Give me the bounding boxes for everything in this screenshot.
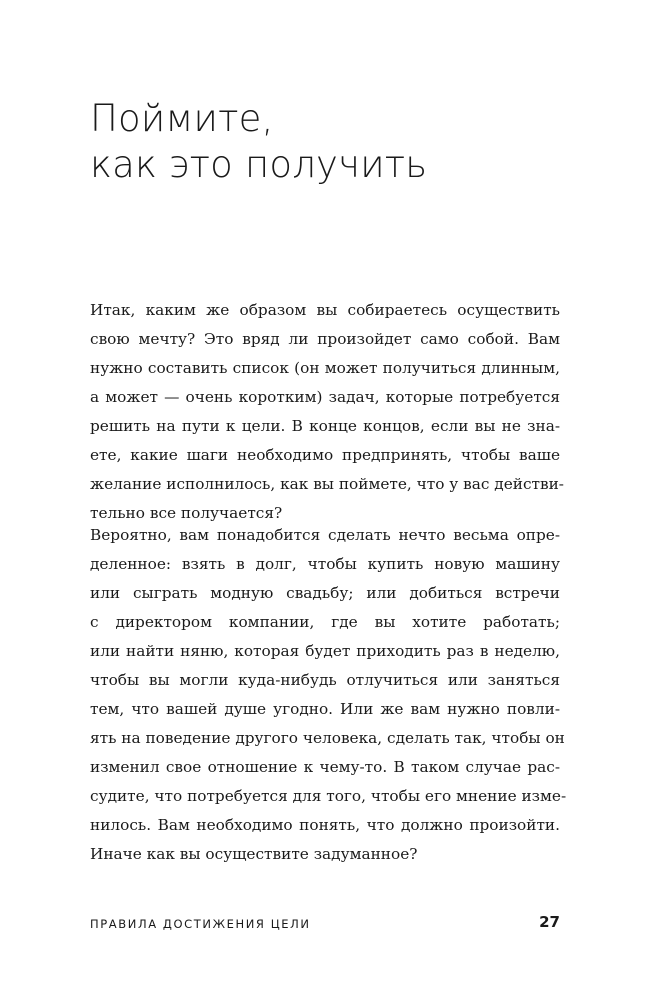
text-line: деленное: взять в долг, чтобы купить новую машину [90,555,560,573]
text-line: Итак, каким же образом вы собираетесь осуществить [90,301,560,319]
text-line: судите, что потребуется для того, чтобы его мнение изме- [90,787,567,805]
text-line: а может — очень коротким) задач, которые потребуется [90,388,560,406]
text-line: тем, что вашей душе угодно. Или же вам нужно повли- [90,700,560,718]
text-line: изменил свое отношение к чему-то. В таком случае рас- [90,758,560,776]
text-line: нилось. Вам необходимо понять, что должно произойти. [90,816,560,834]
chapter-title-line-1: Поймите, [90,97,274,140]
chapter-title-line-2: как это получить [90,143,428,186]
text-line: решить на пути к цели. В конце концов, если вы не зна- [90,417,560,435]
running-title: ПРАВИЛА ДОСТИЖЕНИЯ ЦЕЛИ [90,917,311,931]
paragraph-1 [90,296,564,528]
chapter-title [90,96,427,188]
text-line: или сыграть модную свадьбу; или добиться встречи [90,584,560,602]
text-line: свою мечту? Это вряд ли произойдет само собой. Вам [90,330,560,348]
text-line: тельно все получается? [90,504,283,522]
page-number: 27 [539,913,560,931]
text-line: Вероятно, вам понадобится сделать нечто весьма опре- [90,526,560,544]
text-line: ете, какие шаги необходимо предпринять, чтобы ваше [90,446,560,464]
paragraph-2 [90,521,567,869]
text-line: чтобы вы могли куда-нибудь отлучиться или заняться [90,671,560,689]
text-line: нужно составить список (он может получиться длинным, [90,359,560,377]
text-line: желание исполнилось, как вы поймете, что у вас действи- [90,475,564,493]
text-line: или найти няню, которая будет приходить раз в неделю, [90,642,560,660]
text-line: ять на поведение другого человека, сделать так, чтобы он [90,729,565,747]
text-line: Иначе как вы осуществите задуманное? [90,845,418,863]
text-line: с директором компании, где вы хотите работать; [90,613,560,631]
